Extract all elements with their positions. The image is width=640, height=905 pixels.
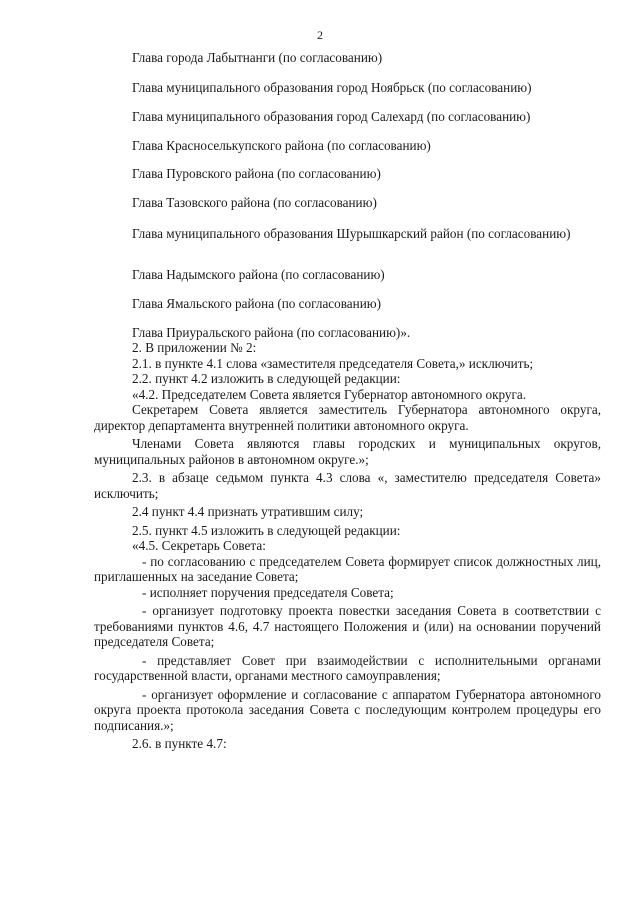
paragraph: Секретарем Совета является заместитель Губернатора автономного округа, директор департамента внутренней политики автономного округа.: [94, 402, 601, 433]
page-number: 2: [317, 28, 323, 42]
paragraph: - организует оформление и согласование с аппаратом Губернатора автономного округа проекта протокола заседания Совета с последующим контролем процедуры его подписания.»;: [94, 686, 601, 733]
list-item: Глава Ямальского района (по согласованию): [132, 296, 382, 311]
list-item: Глава Приуральского района (по согласованию)».: [132, 325, 411, 340]
list-item: Глава Тазовского района (по согласованию): [132, 195, 377, 210]
list-item: Глава Надымского района (по согласованию): [132, 267, 385, 282]
list-item: Глава муниципального образования город Салехард (по согласованию): [132, 109, 531, 124]
paragraph: 2.1. в пункте 4.1 слова «заместителя председателя Совета,» исключить;: [132, 355, 534, 371]
list-item: Глава муниципального образования Шурышкарский район (по согласованию): [132, 226, 571, 241]
paragraph: Членами Совета являются главы городских и муниципальных округов, муниципальных районов в автономном округе.»;: [94, 436, 601, 467]
paragraph: 2.5. пункт 4.5 изложить в следующей редакции:: [132, 522, 401, 538]
list-item: Глава города Лабытнанги (по согласованию): [132, 50, 383, 65]
document-body: [94, 340, 601, 752]
paragraph: 2. В приложении № 2:: [132, 340, 257, 355]
list-item: Глава Красноселькупского района (по согласованию): [132, 138, 431, 153]
paragraph: - организует подготовку проекта повестки заседания Совета в соответствии с требованиями пунктов 4.6, 4.7 настоящего Положения и (или) на основании поручений председателя Совета;: [94, 603, 601, 649]
paragraph: «4.2. Председателем Совета является Губернатор автономного округа.: [132, 386, 527, 402]
paragraph: «4.5. Секретарь Совета:: [132, 538, 266, 553]
list-item: Глава Пуровского района (по согласованию): [132, 166, 381, 181]
paragraph: - представляет Совет при взаимодействии с исполнительными органами государственной власти, органами местного самоуправления;: [94, 652, 601, 683]
list-item: Глава муниципального образования город Ноябрьск (по согласованию): [132, 80, 532, 95]
paragraph: 2.3. в абзаце седьмом пункта 4.3 слова «, заместителю председателя Совета» исключить;: [94, 470, 601, 501]
paragraph: 2.2. пункт 4.2 изложить в следующей редакции:: [132, 371, 401, 386]
paragraph: 2.6. в пункте 4.7:: [132, 736, 227, 751]
paragraph: - по согласованию с председателем Совета формирует список должностных лиц, приглашенных на заседание Совета;: [94, 553, 601, 584]
paragraph: - исполняет поручения председателя Совета;: [142, 584, 394, 600]
paragraph: 2.4 пункт 4.4 признать утратившим силу;: [132, 504, 364, 519]
